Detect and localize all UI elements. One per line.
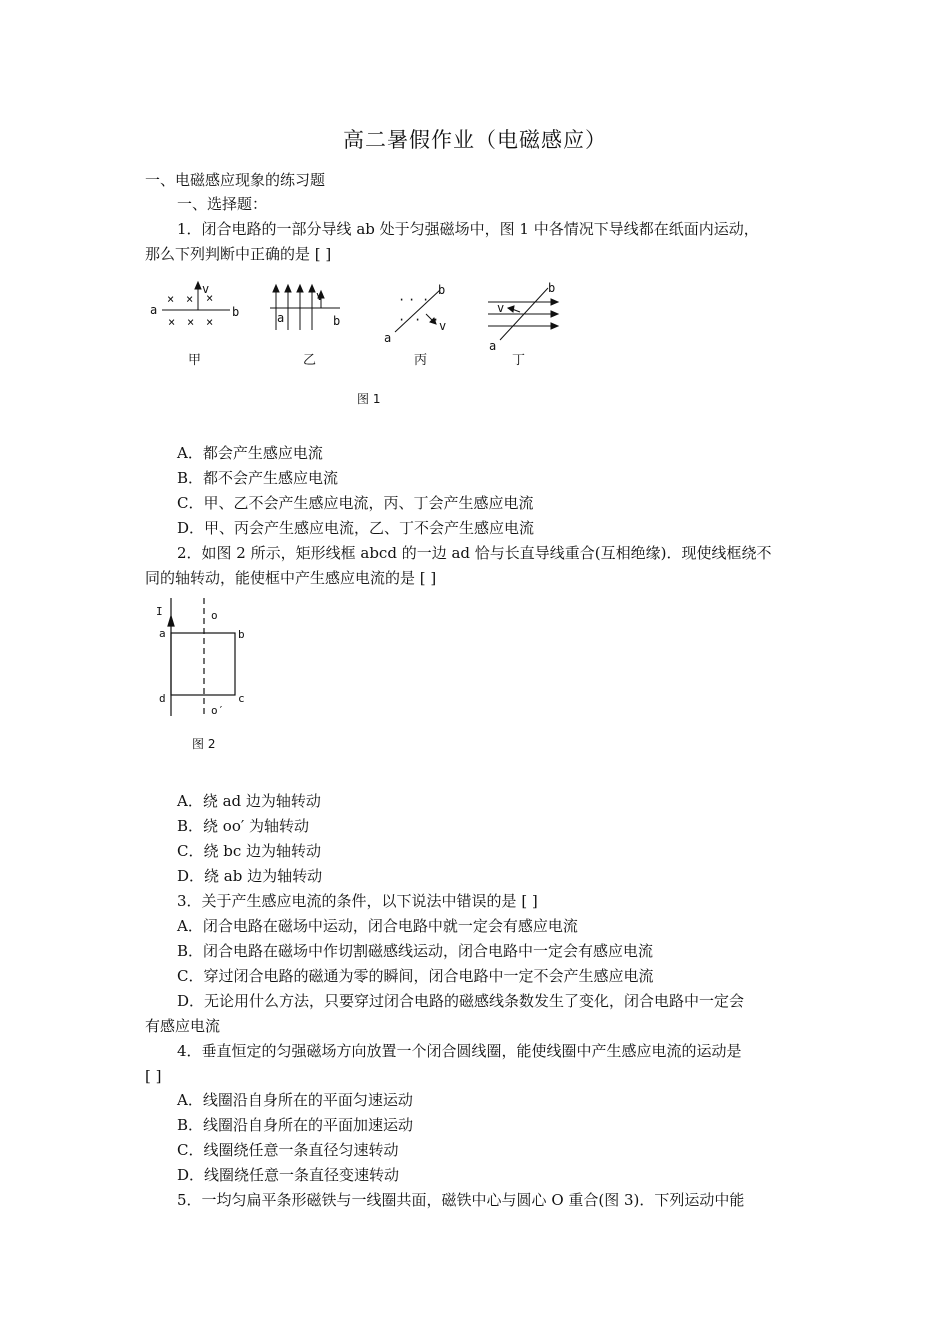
- fig1-label-a: a: [277, 311, 285, 325]
- fig1-label-b: b: [548, 281, 556, 295]
- fig1-panel-ding: 丁: [512, 353, 526, 368]
- fig1-label-a: a: [150, 303, 158, 317]
- q4-option-c: C．线圈绕任意一条直径匀速转动: [177, 1141, 399, 1159]
- q1-option-d: D．甲、丙会产生感应电流，乙、丁不会产生感应电流: [177, 519, 535, 537]
- q1-line1: 1．闭合电路的一部分导线 ab 处于匀强磁场中，图 1 中各情况下导线都在纸面内运动，: [177, 220, 759, 238]
- svg-text:·: ·: [414, 313, 422, 327]
- q4-option-a: A．线圈沿自身所在的平面匀速运动: [177, 1091, 413, 1109]
- fig2-label-o-prime: o′: [211, 704, 225, 717]
- q2-line2: 同的轴转动，能使框中产生感应电流的是 [ ]: [145, 569, 437, 587]
- fig2-label-current: I: [156, 605, 163, 618]
- fig1-label-v: v: [439, 319, 447, 333]
- svg-text:×: ×: [206, 315, 214, 329]
- svg-text:×: ×: [187, 315, 195, 329]
- q2-option-c: C．绕 bc 边为轴转动: [177, 842, 322, 860]
- subsection-heading: 一、选择题：: [177, 195, 268, 213]
- figure-2: [150, 596, 260, 756]
- svg-text:·: ·: [398, 313, 406, 327]
- fig1-label-b: b: [232, 305, 240, 319]
- fig1-label-a: a: [489, 339, 497, 353]
- fig1-caption: 图 1: [357, 392, 381, 406]
- section-heading: 一、电磁感应现象的练习题: [145, 171, 326, 189]
- q3-option-b: B．闭合电路在磁场中作切割磁感线运动，闭合电路中一定会有感应电流: [177, 942, 654, 960]
- svg-text:×: ×: [168, 315, 176, 329]
- svg-text:·: ·: [432, 313, 440, 327]
- fig1-panel-bing: 丙: [414, 353, 428, 368]
- fig1-label-v: v: [316, 289, 324, 303]
- svg-text:·: ·: [398, 293, 406, 307]
- fig1-label-a: a: [384, 331, 392, 345]
- fig2-label-c: c: [238, 692, 245, 705]
- q2-line1: 2．如图 2 所示，矩形线框 abcd 的一边 ad 恰与长直导线重合(互相绝缘)．现使线框绕不: [177, 544, 772, 562]
- q2-option-a: A．绕 ad 边为轴转动: [177, 792, 321, 810]
- q1-option-b: B．都不会产生感应电流: [177, 469, 339, 487]
- q4-option-b: B．线圈沿自身所在的平面加速运动: [177, 1116, 414, 1134]
- fig2-label-o: o: [211, 609, 218, 622]
- svg-text:×: ×: [167, 292, 175, 306]
- fig1-label-v: v: [202, 282, 210, 296]
- q2-option-b: B．绕 oo′ 为轴转动: [177, 817, 310, 835]
- q3-option-a: A．闭合电路在磁场中运动，闭合电路中就一定会有感应电流: [177, 917, 578, 935]
- q4-option-d: D．线圈绕任意一条直径变速转动: [177, 1166, 400, 1184]
- fig2-label-b: b: [238, 628, 245, 641]
- q1-option-a: A．都会产生感应电流: [177, 444, 323, 462]
- q5-line1: 5．一均匀扁平条形磁铁与一线圈共面，磁铁中心与圆心 O 重合(图 3)．下列运动中能: [177, 1191, 745, 1209]
- q3-option-d: D．无论用什么方法，只要穿过闭合电路的磁感线条数发生了变化，闭合电路中一定会: [177, 992, 745, 1010]
- q1-option-c: C．甲、乙不会产生感应电流，丙、丁会产生感应电流: [177, 494, 534, 512]
- figure-1: [140, 278, 580, 413]
- svg-text:·: ·: [422, 293, 430, 307]
- q4-line2: [ ]: [145, 1067, 162, 1085]
- page-title: 高二暑假作业（电磁感应）: [343, 128, 607, 152]
- fig1-label-b: b: [438, 283, 446, 297]
- fig2-label-d: d: [159, 692, 166, 705]
- q4-line1: 4．垂直恒定的匀强磁场方向放置一个闭合圆线圈，能使线圈中产生感应电流的运动是: [177, 1042, 742, 1060]
- q3-option-c: C．穿过闭合电路的磁通为零的瞬间，闭合电路中一定不会产生感应电流: [177, 967, 654, 985]
- fig1-label-v: v: [497, 301, 505, 315]
- svg-text:×: ×: [206, 291, 214, 305]
- fig1-panel-jia: 甲: [188, 353, 202, 368]
- fig1-panel-yi: 乙: [303, 353, 317, 368]
- fig2-caption: 图 2: [192, 737, 216, 751]
- q3-line1: 3．关于产生感应电流的条件，以下说法中错误的是 [ ]: [177, 892, 538, 910]
- fig1-label-b: b: [333, 314, 341, 328]
- q2-option-d: D．绕 ab 边为轴转动: [177, 867, 323, 885]
- fig2-label-a: a: [159, 627, 166, 640]
- q1-line2: 那么下列判断中正确的是 [ ]: [145, 245, 332, 263]
- q3-option-d-cont: 有感应电流: [145, 1017, 221, 1035]
- svg-text:×: ×: [186, 292, 194, 306]
- svg-text:·: ·: [408, 293, 416, 307]
